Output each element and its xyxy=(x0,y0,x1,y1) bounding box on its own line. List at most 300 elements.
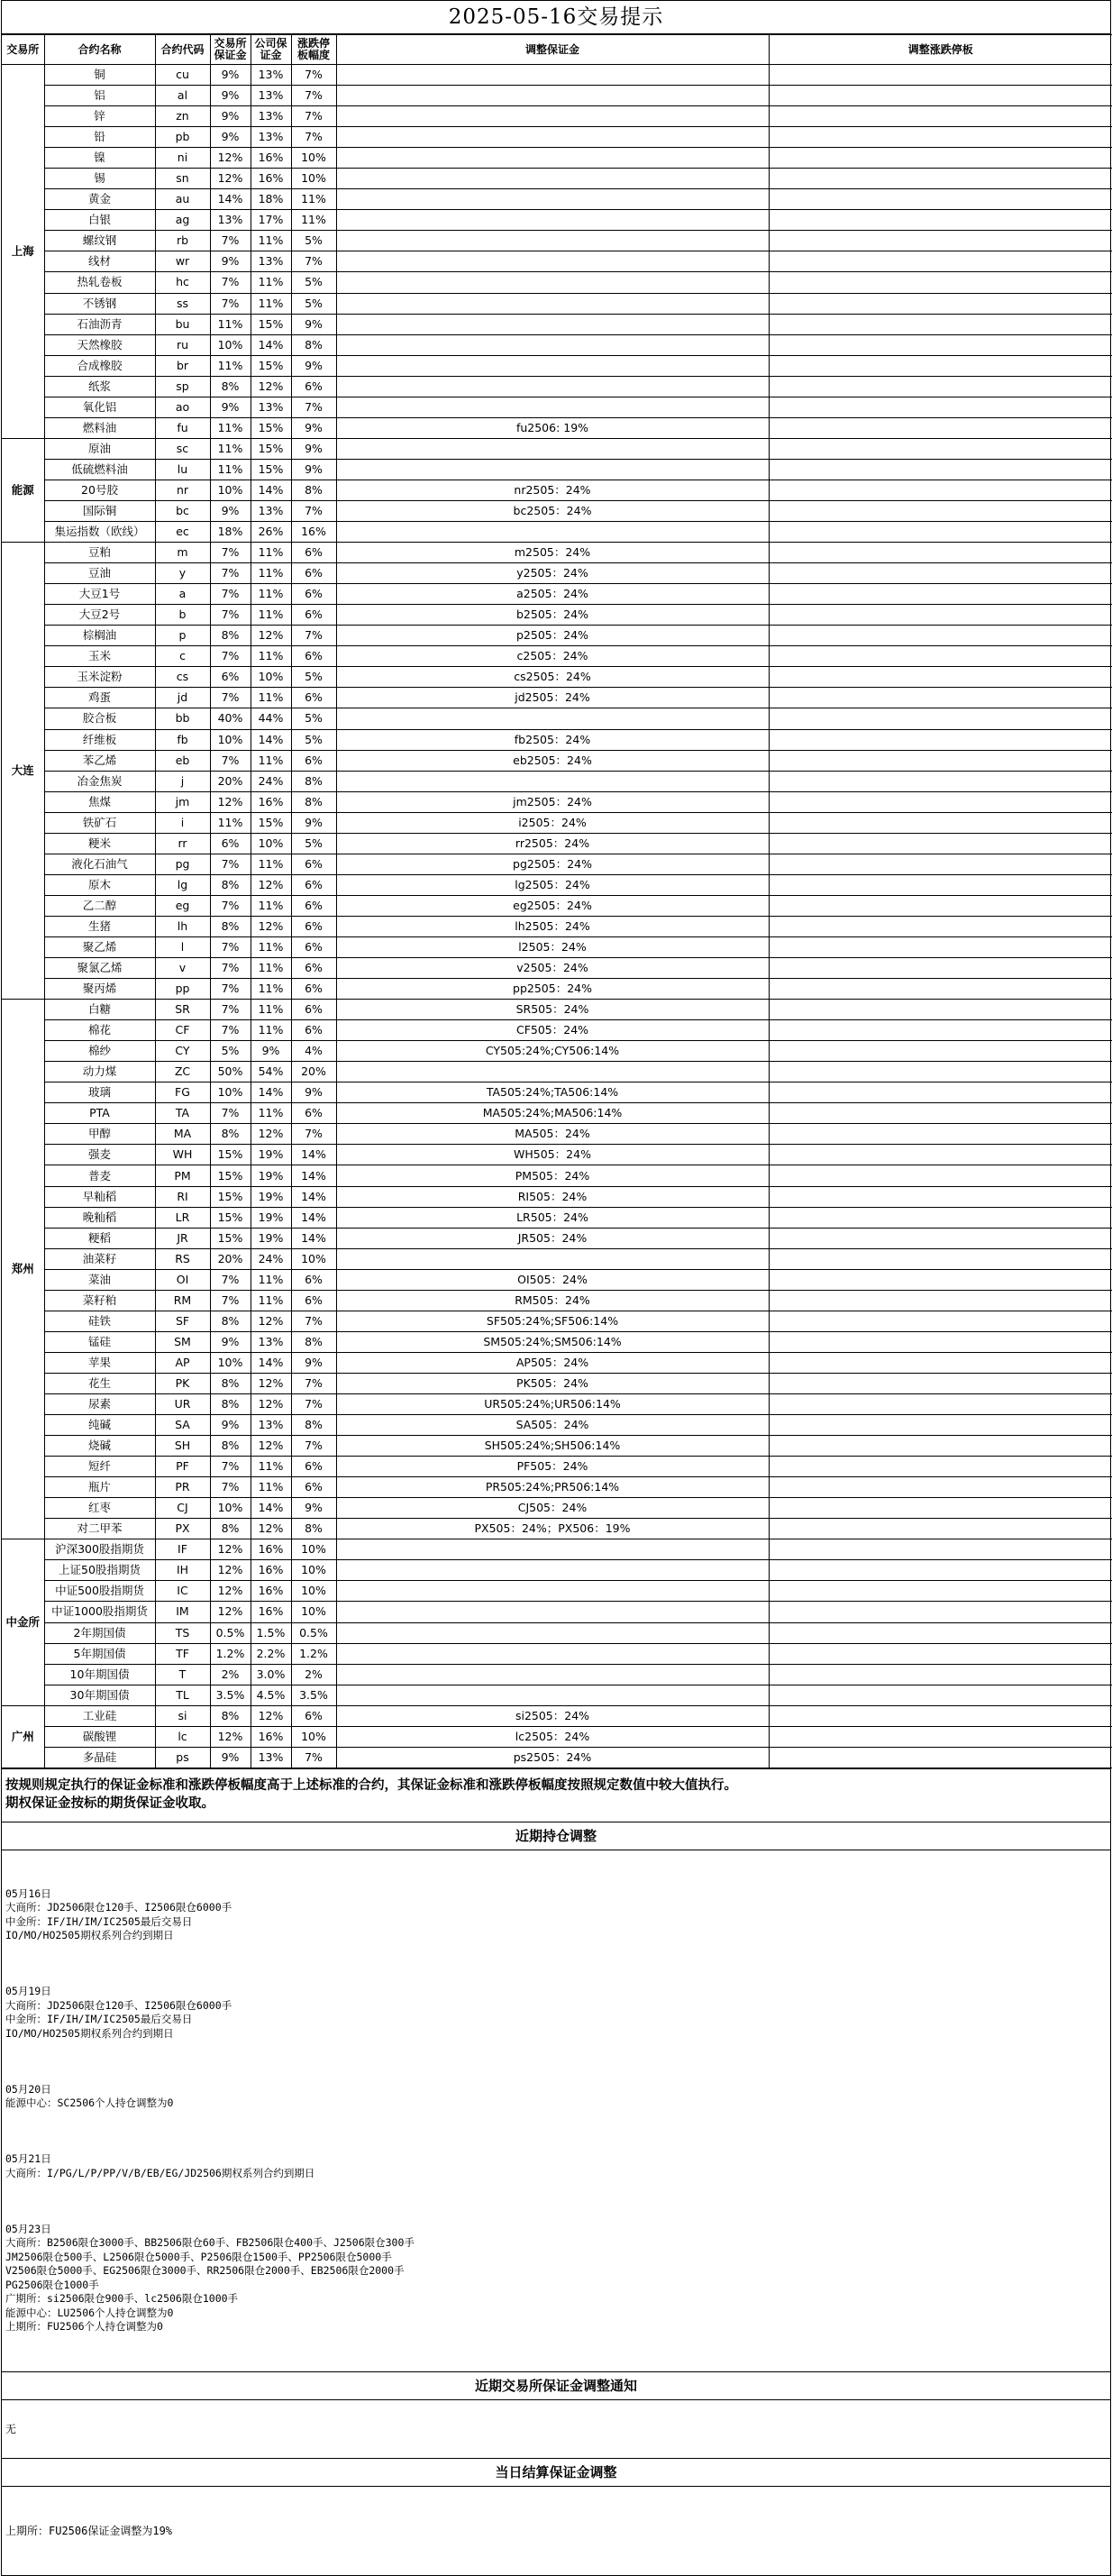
header-adjusted-margin: 调整保证金 xyxy=(336,35,769,65)
company-margin: 14% xyxy=(251,334,291,355)
adjusted-limit xyxy=(769,936,1112,957)
table-row xyxy=(2,812,1112,833)
exchange-name: 广州 xyxy=(2,1705,44,1768)
company-margin: 16% xyxy=(251,1539,291,1560)
contract-code: WH xyxy=(155,1145,210,1165)
contract-name: 上证50股指期货 xyxy=(44,1560,155,1581)
contract-code: v xyxy=(155,958,210,979)
adjusted-limit xyxy=(769,1290,1112,1311)
contract-code: LR xyxy=(155,1207,210,1228)
limit-range: 6% xyxy=(291,750,336,771)
adjusted-margin: JR505：24% xyxy=(336,1228,769,1248)
exchange-margin: 15% xyxy=(210,1145,251,1165)
adjusted-margin: PF505：24% xyxy=(336,1457,769,1477)
company-margin: 11% xyxy=(251,936,291,957)
exchange-margin: 8% xyxy=(210,1436,251,1457)
exchange-margin: 10% xyxy=(210,1498,251,1519)
company-margin: 14% xyxy=(251,1352,291,1373)
adjusted-margin xyxy=(336,1664,769,1685)
company-margin: 11% xyxy=(251,750,291,771)
contract-name: 2年期国债 xyxy=(44,1622,155,1643)
company-margin: 11% xyxy=(251,1457,291,1477)
contract-name: 生猪 xyxy=(44,916,155,936)
contract-name: 热轧卷板 xyxy=(44,272,155,293)
limit-range: 6% xyxy=(291,646,336,667)
limit-range: 6% xyxy=(291,1000,336,1020)
limit-range: 6% xyxy=(291,979,336,1000)
table-row xyxy=(2,251,1112,272)
table-row xyxy=(2,1498,1112,1519)
contract-code: lg xyxy=(155,874,210,895)
limit-range: 10% xyxy=(291,1539,336,1560)
contract-code: jd xyxy=(155,688,210,708)
table-row xyxy=(2,314,1112,334)
company-margin: 11% xyxy=(251,293,291,314)
position-adjust-entry: 05月16日 大商所：JD2506限仓120手、I2506限仓6000手 中金所：IF/IH/IM/IC2505最后交易日 IO/MO/HO2505期权系列合约到期日 xyxy=(5,1886,232,1942)
adjusted-margin xyxy=(336,314,769,334)
contract-code: T xyxy=(155,1664,210,1685)
adjusted-margin: OI505：24% xyxy=(336,1269,769,1290)
table-row xyxy=(2,667,1112,688)
adjusted-margin: PX505：24%；PX506：19% xyxy=(336,1519,769,1539)
table-row xyxy=(2,563,1112,584)
adjusted-limit xyxy=(769,543,1112,563)
header-exchange: 交易所 xyxy=(2,35,44,65)
table-row xyxy=(2,106,1112,127)
adjusted-limit xyxy=(769,646,1112,667)
contract-name: 白糖 xyxy=(44,1000,155,1020)
contract-code: MA xyxy=(155,1124,210,1145)
contract-code: c xyxy=(155,646,210,667)
company-margin: 19% xyxy=(251,1186,291,1207)
exchange-margin: 12% xyxy=(210,1539,251,1560)
contract-code: SM xyxy=(155,1331,210,1352)
contract-code: TA xyxy=(155,1103,210,1124)
contract-code: pg xyxy=(155,854,210,874)
exchange-margin: 8% xyxy=(210,1705,251,1726)
contract-code: IH xyxy=(155,1560,210,1581)
company-margin: 11% xyxy=(251,1269,291,1290)
table-row xyxy=(2,334,1112,355)
company-margin: 11% xyxy=(251,272,291,293)
adjusted-margin: si2505：24% xyxy=(336,1705,769,1726)
contract-code: al xyxy=(155,86,210,106)
limit-range: 7% xyxy=(291,1394,336,1415)
adjusted-limit xyxy=(769,417,1112,438)
contract-name: 苹果 xyxy=(44,1352,155,1373)
exchange-margin: 50% xyxy=(210,1062,251,1082)
adjusted-margin: eg2505：24% xyxy=(336,895,769,916)
contract-name: 纤维板 xyxy=(44,729,155,750)
exchange-margin: 9% xyxy=(210,127,251,148)
company-margin: 10% xyxy=(251,833,291,854)
adjusted-limit xyxy=(769,251,1112,272)
company-margin: 16% xyxy=(251,1560,291,1581)
exchange-margin: 12% xyxy=(210,1602,251,1622)
company-margin: 14% xyxy=(251,480,291,500)
limit-range: 10% xyxy=(291,1726,336,1747)
contract-name: 烧碱 xyxy=(44,1436,155,1457)
company-margin: 13% xyxy=(251,397,291,417)
adjusted-limit xyxy=(769,1394,1112,1415)
adjusted-margin: i2505：24% xyxy=(336,812,769,833)
exchange-margin: 7% xyxy=(210,1477,251,1498)
adjusted-limit xyxy=(769,210,1112,231)
adjusted-limit xyxy=(769,708,1112,729)
adjusted-margin: SH505:24%;SH506:14% xyxy=(336,1436,769,1457)
adjusted-margin: CF505：24% xyxy=(336,1020,769,1041)
adjusted-limit xyxy=(769,1373,1112,1393)
company-margin: 11% xyxy=(251,1477,291,1498)
adjusted-limit xyxy=(769,522,1112,543)
company-margin: 13% xyxy=(251,86,291,106)
adjusted-limit xyxy=(769,854,1112,874)
contract-code: SR xyxy=(155,1000,210,1020)
contract-name: 20号胶 xyxy=(44,480,155,500)
contract-code: ps xyxy=(155,1747,210,1768)
adjusted-limit xyxy=(769,667,1112,688)
adjusted-limit xyxy=(769,1747,1112,1768)
limit-range: 7% xyxy=(291,86,336,106)
company-margin: 12% xyxy=(251,1519,291,1539)
exchange-name: 大连 xyxy=(2,543,44,1000)
contract-name: 油菜籽 xyxy=(44,1248,155,1269)
contract-code: PX xyxy=(155,1519,210,1539)
contract-name: 天然橡胶 xyxy=(44,334,155,355)
company-margin: 11% xyxy=(251,854,291,874)
contract-name: 30年期国债 xyxy=(44,1685,155,1705)
contract-code: TS xyxy=(155,1622,210,1643)
adjusted-limit xyxy=(769,1311,1112,1331)
company-margin: 13% xyxy=(251,500,291,521)
limit-range: 14% xyxy=(291,1145,336,1165)
company-margin: 18% xyxy=(251,189,291,210)
exchange-margin: 7% xyxy=(210,895,251,916)
table-row xyxy=(2,750,1112,771)
contract-name: 短纤 xyxy=(44,1457,155,1477)
table-row xyxy=(2,1248,1112,1269)
contract-name: 线材 xyxy=(44,251,155,272)
adjusted-margin: PR505:24%;PR506:14% xyxy=(336,1477,769,1498)
contract-code: sp xyxy=(155,376,210,397)
exchange-name: 上海 xyxy=(2,65,44,439)
limit-range: 8% xyxy=(291,1519,336,1539)
exchange-margin: 10% xyxy=(210,334,251,355)
table-row xyxy=(2,480,1112,500)
company-margin: 14% xyxy=(251,1498,291,1519)
contract-code: SH xyxy=(155,1436,210,1457)
limit-range: 2% xyxy=(291,1664,336,1685)
contract-name: 铅 xyxy=(44,127,155,148)
adjusted-margin: MA505：24% xyxy=(336,1124,769,1145)
contract-code: RS xyxy=(155,1248,210,1269)
contract-code: PR xyxy=(155,1477,210,1498)
adjusted-limit xyxy=(769,1622,1112,1643)
adjusted-margin: cs2505：24% xyxy=(336,667,769,688)
contract-code: SA xyxy=(155,1415,210,1436)
contract-code: lc xyxy=(155,1726,210,1747)
contract-name: 花生 xyxy=(44,1373,155,1393)
limit-range: 6% xyxy=(291,605,336,626)
adjusted-margin xyxy=(336,1643,769,1664)
table-row xyxy=(2,1207,1112,1228)
contract-name: 早籼稻 xyxy=(44,1186,155,1207)
contract-code: cs xyxy=(155,667,210,688)
limit-range: 6% xyxy=(291,854,336,874)
adjusted-margin: l2505：24% xyxy=(336,936,769,957)
exchange-margin: 7% xyxy=(210,854,251,874)
adjusted-margin xyxy=(336,293,769,314)
header-contract-name: 合约名称 xyxy=(44,35,155,65)
exchange-margin: 9% xyxy=(210,397,251,417)
adjusted-margin xyxy=(336,148,769,169)
adjusted-margin: PK505：24% xyxy=(336,1373,769,1393)
company-margin: 13% xyxy=(251,106,291,127)
contract-name: 聚氯乙烯 xyxy=(44,958,155,979)
limit-range: 9% xyxy=(291,314,336,334)
contract-name: 玻璃 xyxy=(44,1082,155,1103)
company-margin: 14% xyxy=(251,1082,291,1103)
table-row xyxy=(2,65,1112,86)
adjusted-limit xyxy=(769,397,1112,417)
company-margin: 17% xyxy=(251,210,291,231)
table-row xyxy=(2,355,1112,376)
table-row xyxy=(2,376,1112,397)
contract-name: 焦煤 xyxy=(44,791,155,812)
contract-name: 5年期国债 xyxy=(44,1643,155,1664)
adjusted-margin xyxy=(336,251,769,272)
exchange-margin: 15% xyxy=(210,1228,251,1248)
table-row xyxy=(2,1415,1112,1436)
table-row xyxy=(2,1165,1112,1186)
adjusted-limit xyxy=(769,334,1112,355)
adjusted-margin xyxy=(336,355,769,376)
company-margin: 12% xyxy=(251,626,291,646)
contract-code: ZC xyxy=(155,1062,210,1082)
contract-name: 白银 xyxy=(44,210,155,231)
company-margin: 11% xyxy=(251,563,291,584)
contract-name: 尿素 xyxy=(44,1394,155,1415)
limit-range: 6% xyxy=(291,584,336,605)
exchange-margin: 20% xyxy=(210,1248,251,1269)
adjusted-limit xyxy=(769,148,1112,169)
table-row xyxy=(2,86,1112,106)
limit-range: 9% xyxy=(291,459,336,480)
table-row xyxy=(2,1643,1112,1664)
table-row xyxy=(2,189,1112,210)
adjusted-limit xyxy=(769,1685,1112,1705)
adjusted-limit xyxy=(769,1519,1112,1539)
limit-range: 7% xyxy=(291,500,336,521)
table-row xyxy=(2,1311,1112,1331)
contract-name: 乙二醇 xyxy=(44,895,155,916)
exchange-margin: 7% xyxy=(210,750,251,771)
adjusted-margin xyxy=(336,106,769,127)
table-row xyxy=(2,1747,1112,1768)
adjusted-limit xyxy=(769,1186,1112,1207)
company-margin: 11% xyxy=(251,1020,291,1041)
adjusted-margin: SA505：24% xyxy=(336,1415,769,1436)
exchange-margin: 7% xyxy=(210,958,251,979)
adjusted-margin xyxy=(336,459,769,480)
contract-name: 豆油 xyxy=(44,563,155,584)
contract-name: 动力煤 xyxy=(44,1062,155,1082)
adjusted-limit xyxy=(769,86,1112,106)
contract-name: 胶合板 xyxy=(44,708,155,729)
table-row xyxy=(2,605,1112,626)
adjusted-limit xyxy=(769,791,1112,812)
company-margin: 4.5% xyxy=(251,1685,291,1705)
contract-name: 黄金 xyxy=(44,189,155,210)
limit-range: 7% xyxy=(291,1747,336,1768)
company-margin: 15% xyxy=(251,438,291,459)
limit-range: 6% xyxy=(291,543,336,563)
table-row xyxy=(2,1664,1112,1685)
limit-range: 14% xyxy=(291,1186,336,1207)
limit-range: 6% xyxy=(291,916,336,936)
exchange-margin: 12% xyxy=(210,1726,251,1747)
contract-name: 螺纹钢 xyxy=(44,231,155,251)
table-row xyxy=(2,708,1112,729)
table-header-row xyxy=(2,35,1112,65)
adjusted-margin: v2505：24% xyxy=(336,958,769,979)
contract-name: 原木 xyxy=(44,874,155,895)
company-margin: 15% xyxy=(251,314,291,334)
adjusted-limit xyxy=(769,584,1112,605)
company-margin: 19% xyxy=(251,1207,291,1228)
contract-code: OI xyxy=(155,1269,210,1290)
contract-code: hc xyxy=(155,272,210,293)
company-margin: 11% xyxy=(251,1290,291,1311)
exchange-margin: 8% xyxy=(210,1519,251,1539)
exchange-margin: 12% xyxy=(210,169,251,189)
contract-code: CY xyxy=(155,1041,210,1062)
table-row xyxy=(2,1103,1112,1124)
contract-code: a xyxy=(155,584,210,605)
company-margin: 13% xyxy=(251,65,291,86)
table-row xyxy=(2,1062,1112,1082)
company-margin: 12% xyxy=(251,1124,291,1145)
exchange-margin: 10% xyxy=(210,1082,251,1103)
adjusted-limit xyxy=(769,1269,1112,1290)
adjusted-limit xyxy=(769,1000,1112,1020)
adjusted-limit xyxy=(769,189,1112,210)
table-row xyxy=(2,148,1112,169)
position-adjust-entry: 05月23日 大商所：B2506限仓3000手、BB2506限仓60手、FB2506限仓400手、J2506限仓300手 JM2506限仓500手、L2506限仓5000手、P2506限仓1500手、PP2506限仓5000手 V2506限仓5000手、EG2506限仓3000手、RR2506限仓2000手、EB2506限仓2000手 PG2506限仓1000手 广期所：si2506限仓900手、lc2506限仓1000手 能源中心：LU2506个人持仓调整为0 上期所：FU2506个人持仓调整为0 xyxy=(5,2222,415,2334)
table-row xyxy=(2,169,1112,189)
adjusted-margin xyxy=(336,771,769,791)
table-row xyxy=(2,500,1112,521)
adjusted-margin xyxy=(336,65,769,86)
limit-range: 8% xyxy=(291,771,336,791)
contract-name: 豆粕 xyxy=(44,543,155,563)
limit-range: 14% xyxy=(291,1228,336,1248)
notice-line: 按规则规定执行的保证金标准和涨跌停板幅度高于上述标准的合约，其保证金标准和涨跌停板幅度按照规定数值中较大值执行。 xyxy=(5,1777,737,1793)
contract-code: sn xyxy=(155,169,210,189)
contract-name: 石油沥青 xyxy=(44,314,155,334)
contract-code: CJ xyxy=(155,1498,210,1519)
exchange-margin: 7% xyxy=(210,1103,251,1124)
limit-range: 10% xyxy=(291,1581,336,1602)
adjusted-margin: lh2505：24% xyxy=(336,916,769,936)
exchange-margin: 7% xyxy=(210,272,251,293)
contract-code: ni xyxy=(155,148,210,169)
table-row xyxy=(2,1186,1112,1207)
exchange-margin: 11% xyxy=(210,314,251,334)
adjusted-limit xyxy=(769,1457,1112,1477)
company-margin: 11% xyxy=(251,979,291,1000)
contract-name: 碳酸锂 xyxy=(44,1726,155,1747)
table-row xyxy=(2,1373,1112,1393)
adjusted-margin: LR505：24% xyxy=(336,1207,769,1228)
company-margin: 16% xyxy=(251,148,291,169)
company-margin: 16% xyxy=(251,169,291,189)
contract-name: 甲醇 xyxy=(44,1124,155,1145)
limit-range: 6% xyxy=(291,1269,336,1290)
limit-range: 0.5% xyxy=(291,1622,336,1643)
limit-range: 9% xyxy=(291,812,336,833)
contract-code: l xyxy=(155,936,210,957)
exchange-margin: 8% xyxy=(210,916,251,936)
company-margin: 15% xyxy=(251,355,291,376)
contract-name: 中证500股指期货 xyxy=(44,1581,155,1602)
adjusted-limit xyxy=(769,314,1112,334)
table-row xyxy=(2,293,1112,314)
limit-range: 1.2% xyxy=(291,1643,336,1664)
table-row xyxy=(2,1685,1112,1705)
contract-code: rr xyxy=(155,833,210,854)
adjusted-margin: AP505：24% xyxy=(336,1352,769,1373)
limit-range: 14% xyxy=(291,1207,336,1228)
company-margin: 11% xyxy=(251,958,291,979)
adjusted-margin: PM505：24% xyxy=(336,1165,769,1186)
table-row xyxy=(2,688,1112,708)
position-adjust-entry: 05月21日 大商所：I/PG/L/P/PP/V/B/EB/EG/JD2506期权系列合约到期日 xyxy=(5,2152,315,2179)
position-adjust-content xyxy=(2,1850,1110,2371)
contract-name: 锌 xyxy=(44,106,155,127)
adjusted-margin: lg2505：24% xyxy=(336,874,769,895)
adjusted-margin xyxy=(336,522,769,543)
adjusted-margin: nr2505：24% xyxy=(336,480,769,500)
adjusted-limit xyxy=(769,1248,1112,1269)
exchange-margin: 6% xyxy=(210,667,251,688)
adjusted-margin: jm2505：24% xyxy=(336,791,769,812)
table-row xyxy=(2,127,1112,148)
adjusted-margin xyxy=(336,1622,769,1643)
adjusted-limit xyxy=(769,1726,1112,1747)
exchange-margin: 13% xyxy=(210,210,251,231)
adjusted-margin xyxy=(336,438,769,459)
exchange-margin: 7% xyxy=(210,1290,251,1311)
contract-code: IM xyxy=(155,1602,210,1622)
limit-range: 9% xyxy=(291,417,336,438)
limit-range: 6% xyxy=(291,936,336,957)
company-margin: 1.5% xyxy=(251,1622,291,1643)
contract-name: 中证1000股指期货 xyxy=(44,1602,155,1622)
exchange-margin: 8% xyxy=(210,1124,251,1145)
contract-code: fb xyxy=(155,729,210,750)
contract-code: IC xyxy=(155,1581,210,1602)
notice-line: 期权保证金按标的期货保证金收取。 xyxy=(5,1795,214,1811)
adjusted-limit xyxy=(769,1145,1112,1165)
position-adjust-entry: 05月20日 能源中心：SC2506个人持仓调整为0 xyxy=(5,2082,174,2110)
company-margin: 11% xyxy=(251,895,291,916)
exchange-margin: 11% xyxy=(210,459,251,480)
contract-code: TF xyxy=(155,1643,210,1664)
limit-range: 6% xyxy=(291,1457,336,1477)
contract-name: 大豆2号 xyxy=(44,605,155,626)
adjusted-margin xyxy=(336,1602,769,1622)
